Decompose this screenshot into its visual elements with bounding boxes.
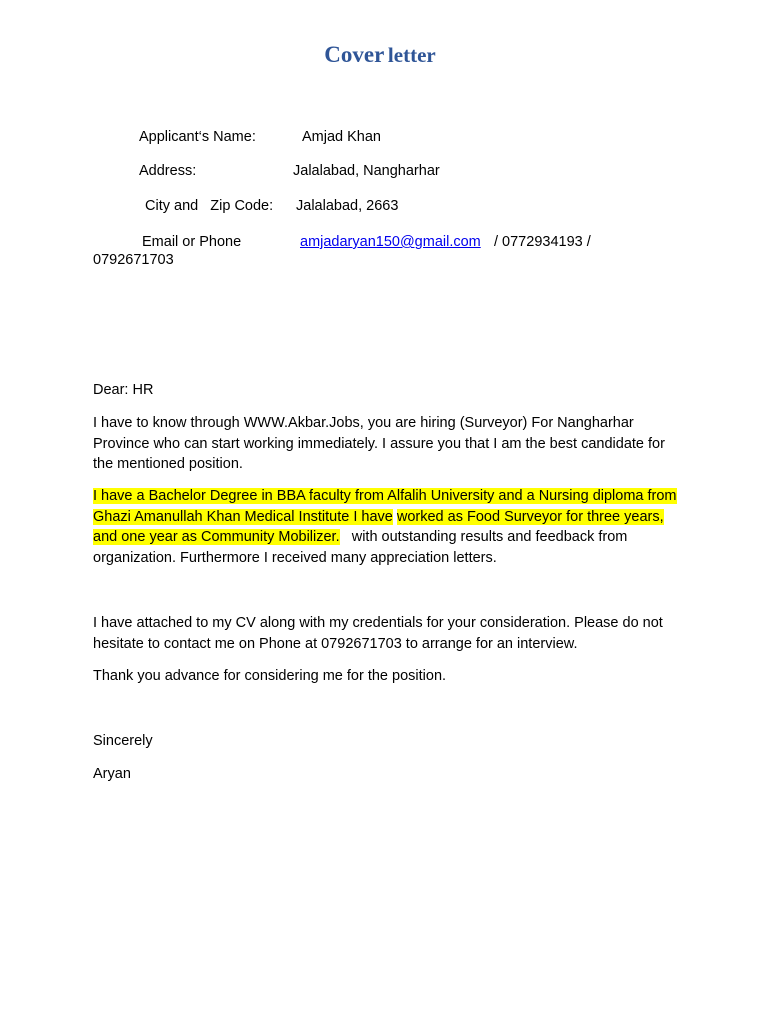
- title-word-cover: Cover: [324, 42, 385, 67]
- city-zip-label: City and Zip Code:: [145, 198, 274, 214]
- highlight-education: I have a Bachelor Degree in BBA faculty from Alfalih University and a Nursing diploma from Ghazi Amanullah Khan Medical Institute I have: [93, 488, 677, 525]
- paragraph-intro: I have to know through WWW.Akbar.Jobs, you are hiring (Surveyor) For Nangharhar Province who can start working immediately. I assure you that I am the best candidate for the mentioned position.: [93, 415, 665, 472]
- signature: Aryan: [93, 766, 131, 782]
- closing: Sincerely: [93, 733, 153, 749]
- phone-secondary: 0792671703: [93, 252, 174, 268]
- title-word-letter: letter: [387, 43, 436, 67]
- page-title: [0, 42, 760, 68]
- applicant-name-label: Applicant‘s Name:: [139, 129, 256, 145]
- phone-primary: / 0772934193 /: [494, 234, 591, 250]
- address-label: Address:: [139, 163, 197, 179]
- city-zip-value: Jalalabad, 2663: [296, 198, 399, 214]
- paragraph-qualifications: [93, 486, 683, 568]
- applicant-name-value: Amjad Khan: [302, 129, 381, 145]
- email-phone-label: Email or Phone: [142, 234, 242, 250]
- address-value: Jalalabad, Nangharhar: [293, 163, 440, 179]
- paragraph-attachment: I have attached to my CV along with my credentials for your consideration. Please do not hesitate to contact me on Phone at 0792671703 to arrange for an interview.: [93, 615, 663, 652]
- email-link[interactable]: amjadaryan150@gmail.com: [300, 234, 481, 250]
- salutation: Dear: HR: [93, 382, 154, 398]
- highlight-experience: worked as Food Surveyor for three years, and one year as Community Mobilizer.: [93, 508, 664, 545]
- paragraph-thanks: Thank you advance for considering me for the position.: [93, 668, 447, 684]
- qualifications-rest: with outstanding results and feedback from organization. Furthermore I received many appreciation letters.: [93, 529, 628, 566]
